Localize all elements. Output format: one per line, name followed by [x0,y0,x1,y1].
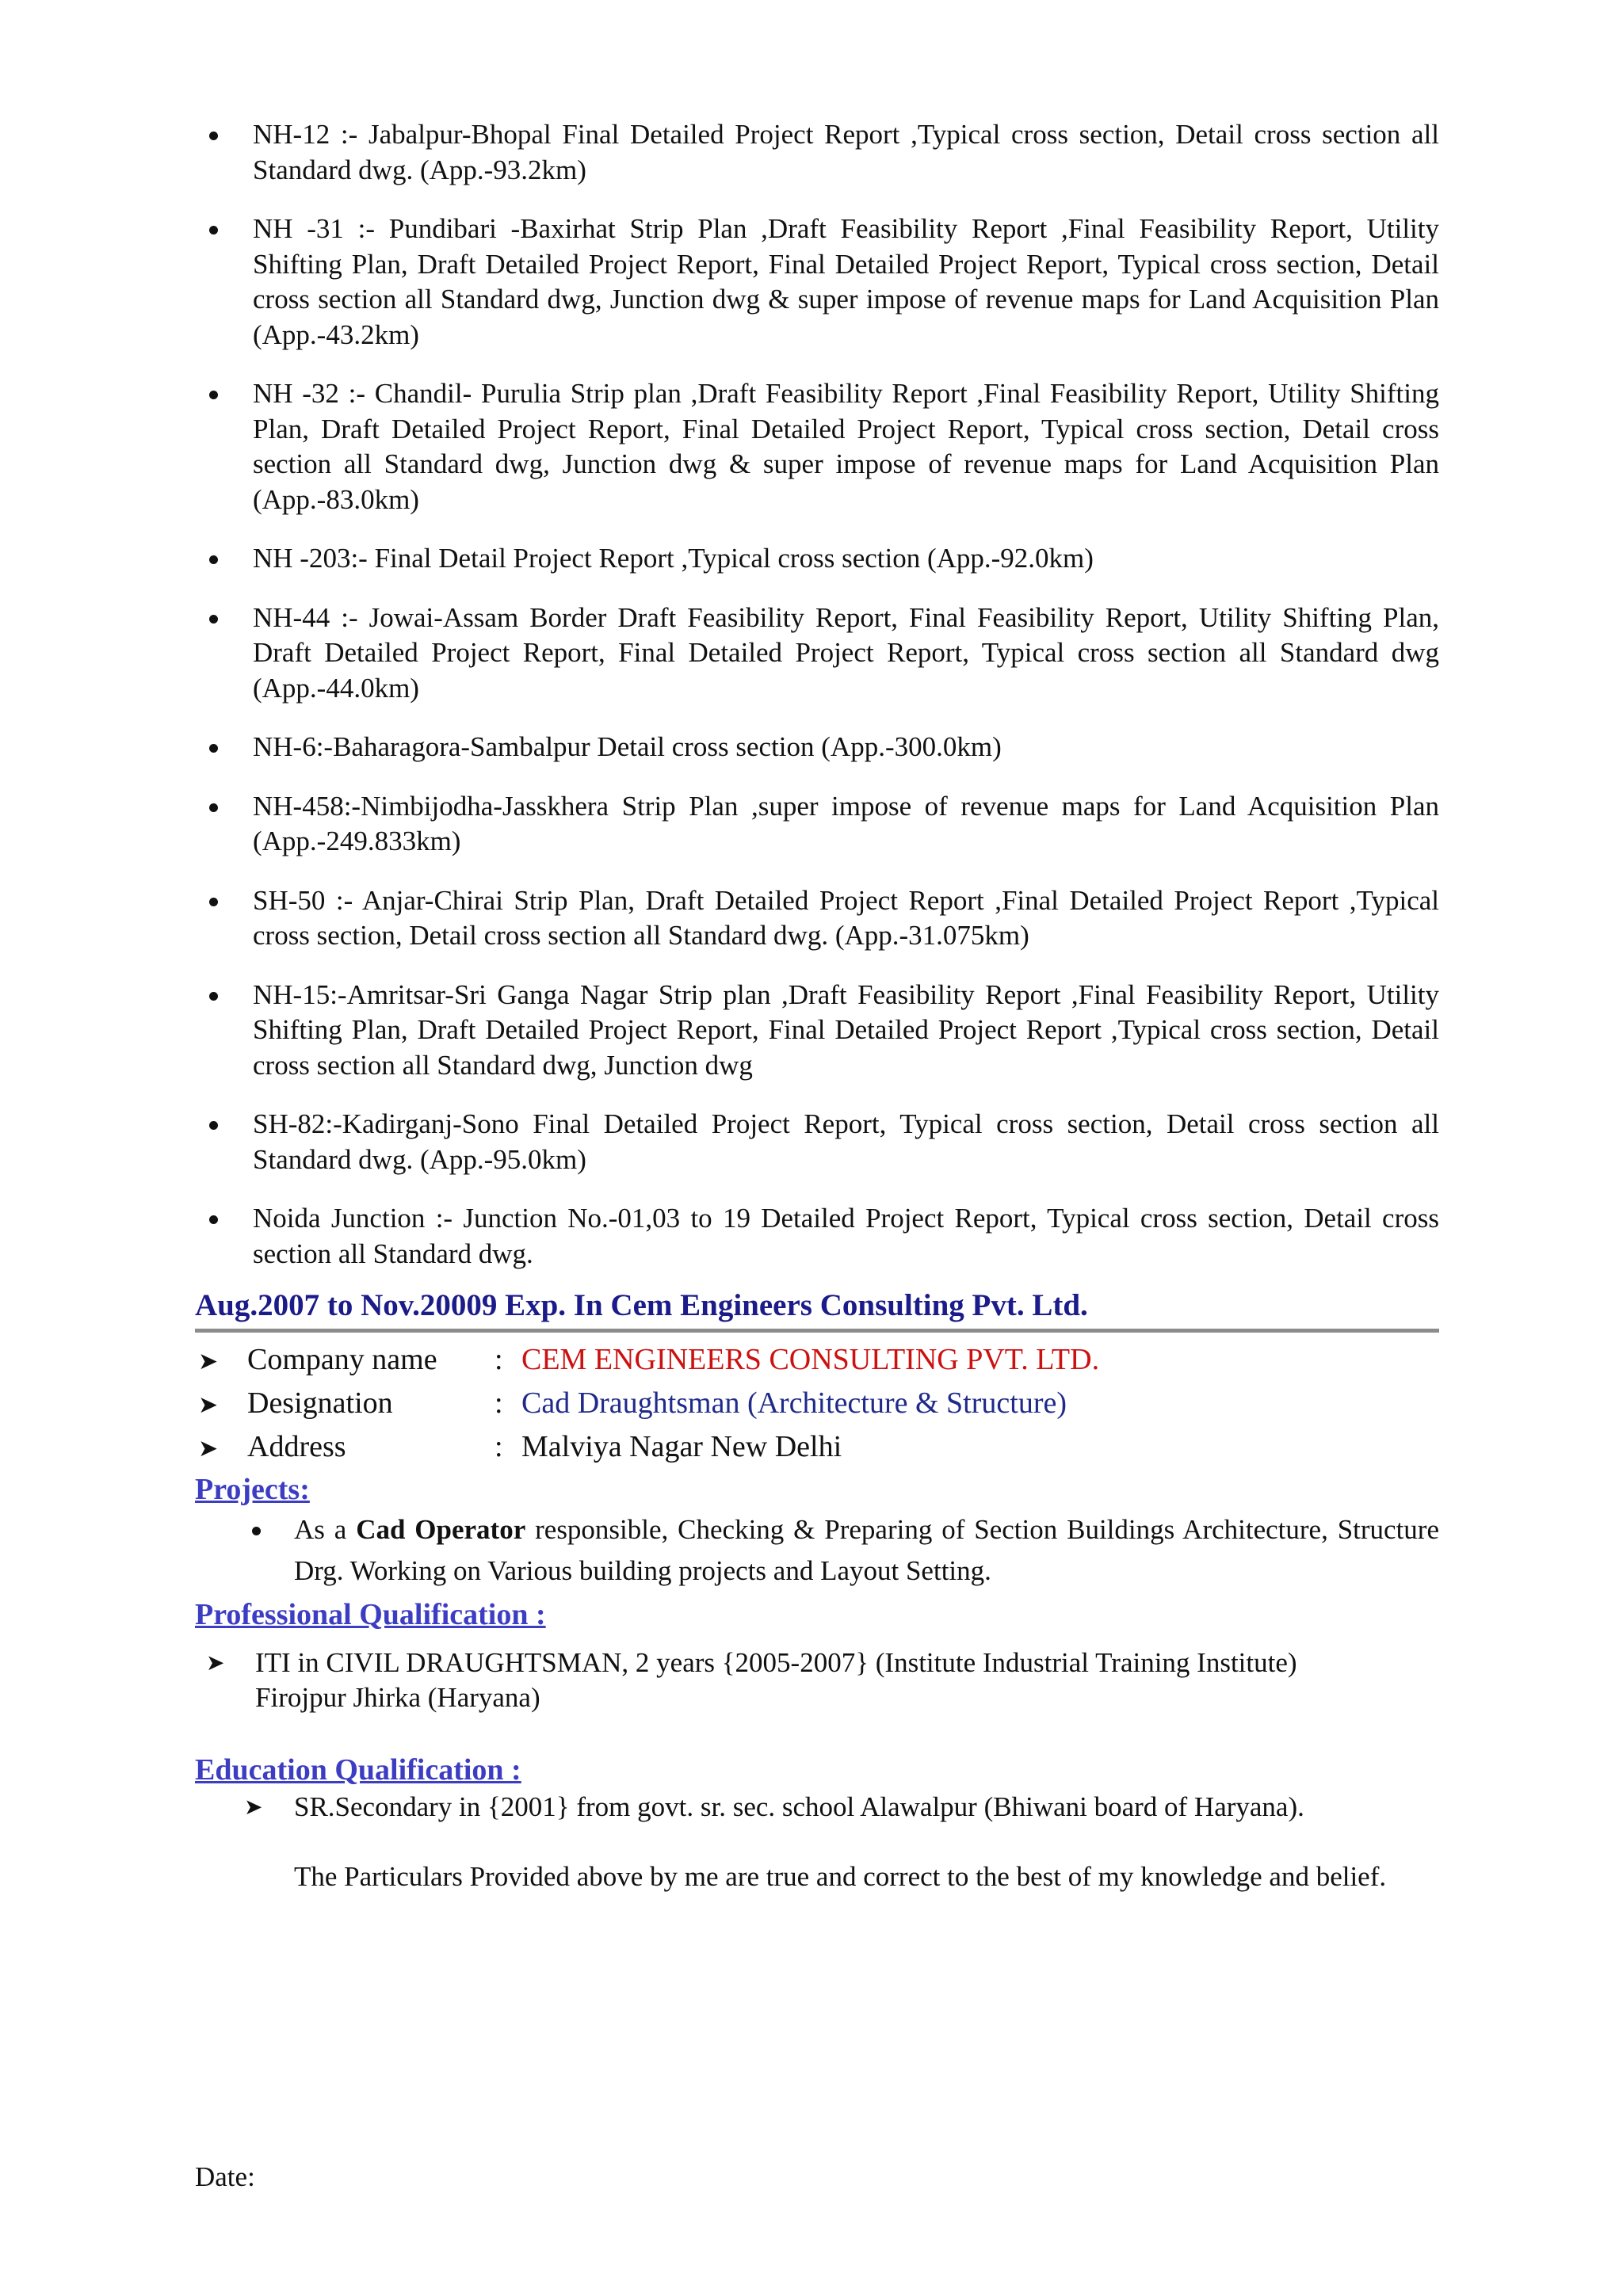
experience-heading: Aug.2007 to Nov.20009 Exp. In Cem Engineers Consulting Pvt. Ltd. [195,1286,1439,1333]
education-qualification-heading: Education Qualification : [195,1753,521,1787]
project-text: NH-44 :- Jowai-Assam Border Draft Feasibility Report, Final Feasibility Report, Utility Shifting Plan, Draft Detailed Project Report, Final Detailed Project Report, Typical cross section all Standard dwg (App.-44.0km) [253,601,1439,704]
project-text: NH-12 :- Jabalpur-Bhopal Final Detailed Project Report ,Typical cross section, Detail cross section all Standard dwg. (App.-93.2km) [253,119,1439,185]
education-qualification-item [195,1790,1439,1825]
arrowhead-bullet-icon: ➤ [198,1435,219,1463]
bullet-dot-icon [209,744,218,753]
date-label: Date: [195,2161,255,2192]
arrowhead-bullet-icon: ➤ [198,1391,219,1419]
list-item [195,978,1439,1084]
designation-value: Cad Draughtsman (Architecture & Structure) [521,1386,1067,1420]
arrowhead-bullet-icon: ➤ [198,1348,219,1375]
professional-qualification-heading: Professional Qualification : [195,1598,546,1631]
project-text: NH -32 :- Chandil- Purulia Strip plan ,Draft Feasibility Report ,Final Feasibility Report, Utility Shifting Plan, Draft Detailed Project Report, Final Detailed Project Report, Typical cross section, Detail cross section all Standard dwg, Junction dwg & super impose of revenue maps for Land Acquisition Plan (App.-83.0km) [253,378,1439,515]
company-name-row [195,1339,1439,1383]
address-row [195,1426,1439,1470]
arrowhead-bullet-icon: ➤ [244,1794,263,1820]
project-text: NH-458:-Nimbijodha-Jasskhera Strip Plan ,super impose of revenue maps for Land Acquisition Plan (App.-249.833km) [253,790,1439,856]
bullet-dot-icon [209,1121,218,1130]
project-text: Noida Junction :- Junction No.-01,03 to 19 Detailed Project Report, Typical cross section, Detail cross section all Standard dwg. [253,1203,1439,1269]
project-text: NH-15:-Amritsar-Sri Ganga Nagar Strip plan ,Draft Feasibility Report ,Final Feasibility Report, Utility Shifting Plan, Draft Detailed Project Report, Final Detailed Project Report ,Typical cross section, Detail cross section all Standard dwg, Junction dwg [253,978,1439,1081]
declaration-text: The Particulars Provided above by me are true and correct to the best of my knowledge and belief. [294,1861,1387,1892]
project-prefix: As a [294,1514,347,1545]
company-name-value: CEM ENGINEERS CONSULTING PVT. LTD. [521,1343,1100,1376]
bullet-dot-icon [209,132,218,140]
project-text: NH -31 :- Pundibari -Baxirhat Strip Plan ,Draft Feasibility Report ,Final Feasibility Report, Utility Shifting Plan, Draft Detailed Project Report, Final Detailed Project Report, Typical cross section, Detail cross section all Standard dwg, Junction dwg & super impose of revenue maps for Land Acquisition Plan (App.-43.2km) [253,213,1439,350]
list-item [195,1201,1439,1272]
arrowhead-bullet-icon: ➤ [206,1650,225,1676]
list-item [195,601,1439,707]
list-item [195,789,1439,860]
project-text: SH-82:-Kadirganj-Sono Final Detailed Project Report, Typical cross section, Detail cross section all Standard dwg. (App.-95.0km) [253,1108,1439,1175]
bullet-dot-icon [209,391,218,399]
project-detail [195,1509,1439,1592]
education-qualification-line: SR.Secondary in {2001} from govt. sr. sec. school Alawalpur (Bhiwani board of Haryana). [294,1791,1304,1822]
project-text: NH -203:- Final Detail Project Report ,Typical cross section (App.-92.0km) [253,543,1094,574]
list-item [195,117,1439,188]
professional-qualification-location: Firojpur Jhirka (Haryana) [255,1682,540,1713]
bullet-dot-icon [209,992,218,1001]
project-role: Cad Operator [356,1514,526,1545]
address-label: Address [247,1430,346,1463]
project-description: responsible, Checking & Preparing of Section Buildings Architecture, Structure Drg. Working on Various building projects and Layout Setting. [294,1514,1439,1586]
bullet-dot-icon [209,226,218,235]
bullet-dot-icon [209,1215,218,1224]
list-item [195,1107,1439,1177]
project-text: SH-50 :- Anjar-Chirai Strip Plan, Draft Detailed Project Report ,Final Detailed Project Report ,Typical cross section, Detail cross section all Standard dwg. (App.-31.075km) [253,884,1439,951]
colon: : [495,1430,503,1463]
professional-qualification-line: ITI in CIVIL DRAUGHTSMAN, 2 years {2005-2007} (Institute Industrial Training Institute) [255,1647,1297,1678]
bullet-dot-icon [209,615,218,624]
professional-qualification-item [195,1646,1439,1715]
company-info [195,1339,1439,1470]
list-item [195,376,1439,517]
project-text: NH-6:-Baharagora-Sambalpur Detail cross section (App.-300.0km) [253,731,1002,762]
designation-label: Designation [247,1386,393,1420]
page-content [195,117,1439,1894]
projects-heading: Projects: [195,1473,310,1506]
list-item [195,541,1439,577]
address-value: Malviya Nagar New Delhi [521,1430,842,1463]
colon: : [495,1386,503,1420]
bullet-dot-icon [252,1527,261,1535]
list-item [195,883,1439,954]
designation-row [195,1383,1439,1426]
colon: : [495,1343,503,1376]
bullet-dot-icon [209,898,218,906]
company-name-label: Company name [247,1343,437,1376]
bullet-dot-icon [209,803,218,812]
list-item [195,730,1439,765]
bullet-dot-icon [209,555,218,564]
list-item [195,212,1439,353]
project-list [195,117,1439,1272]
